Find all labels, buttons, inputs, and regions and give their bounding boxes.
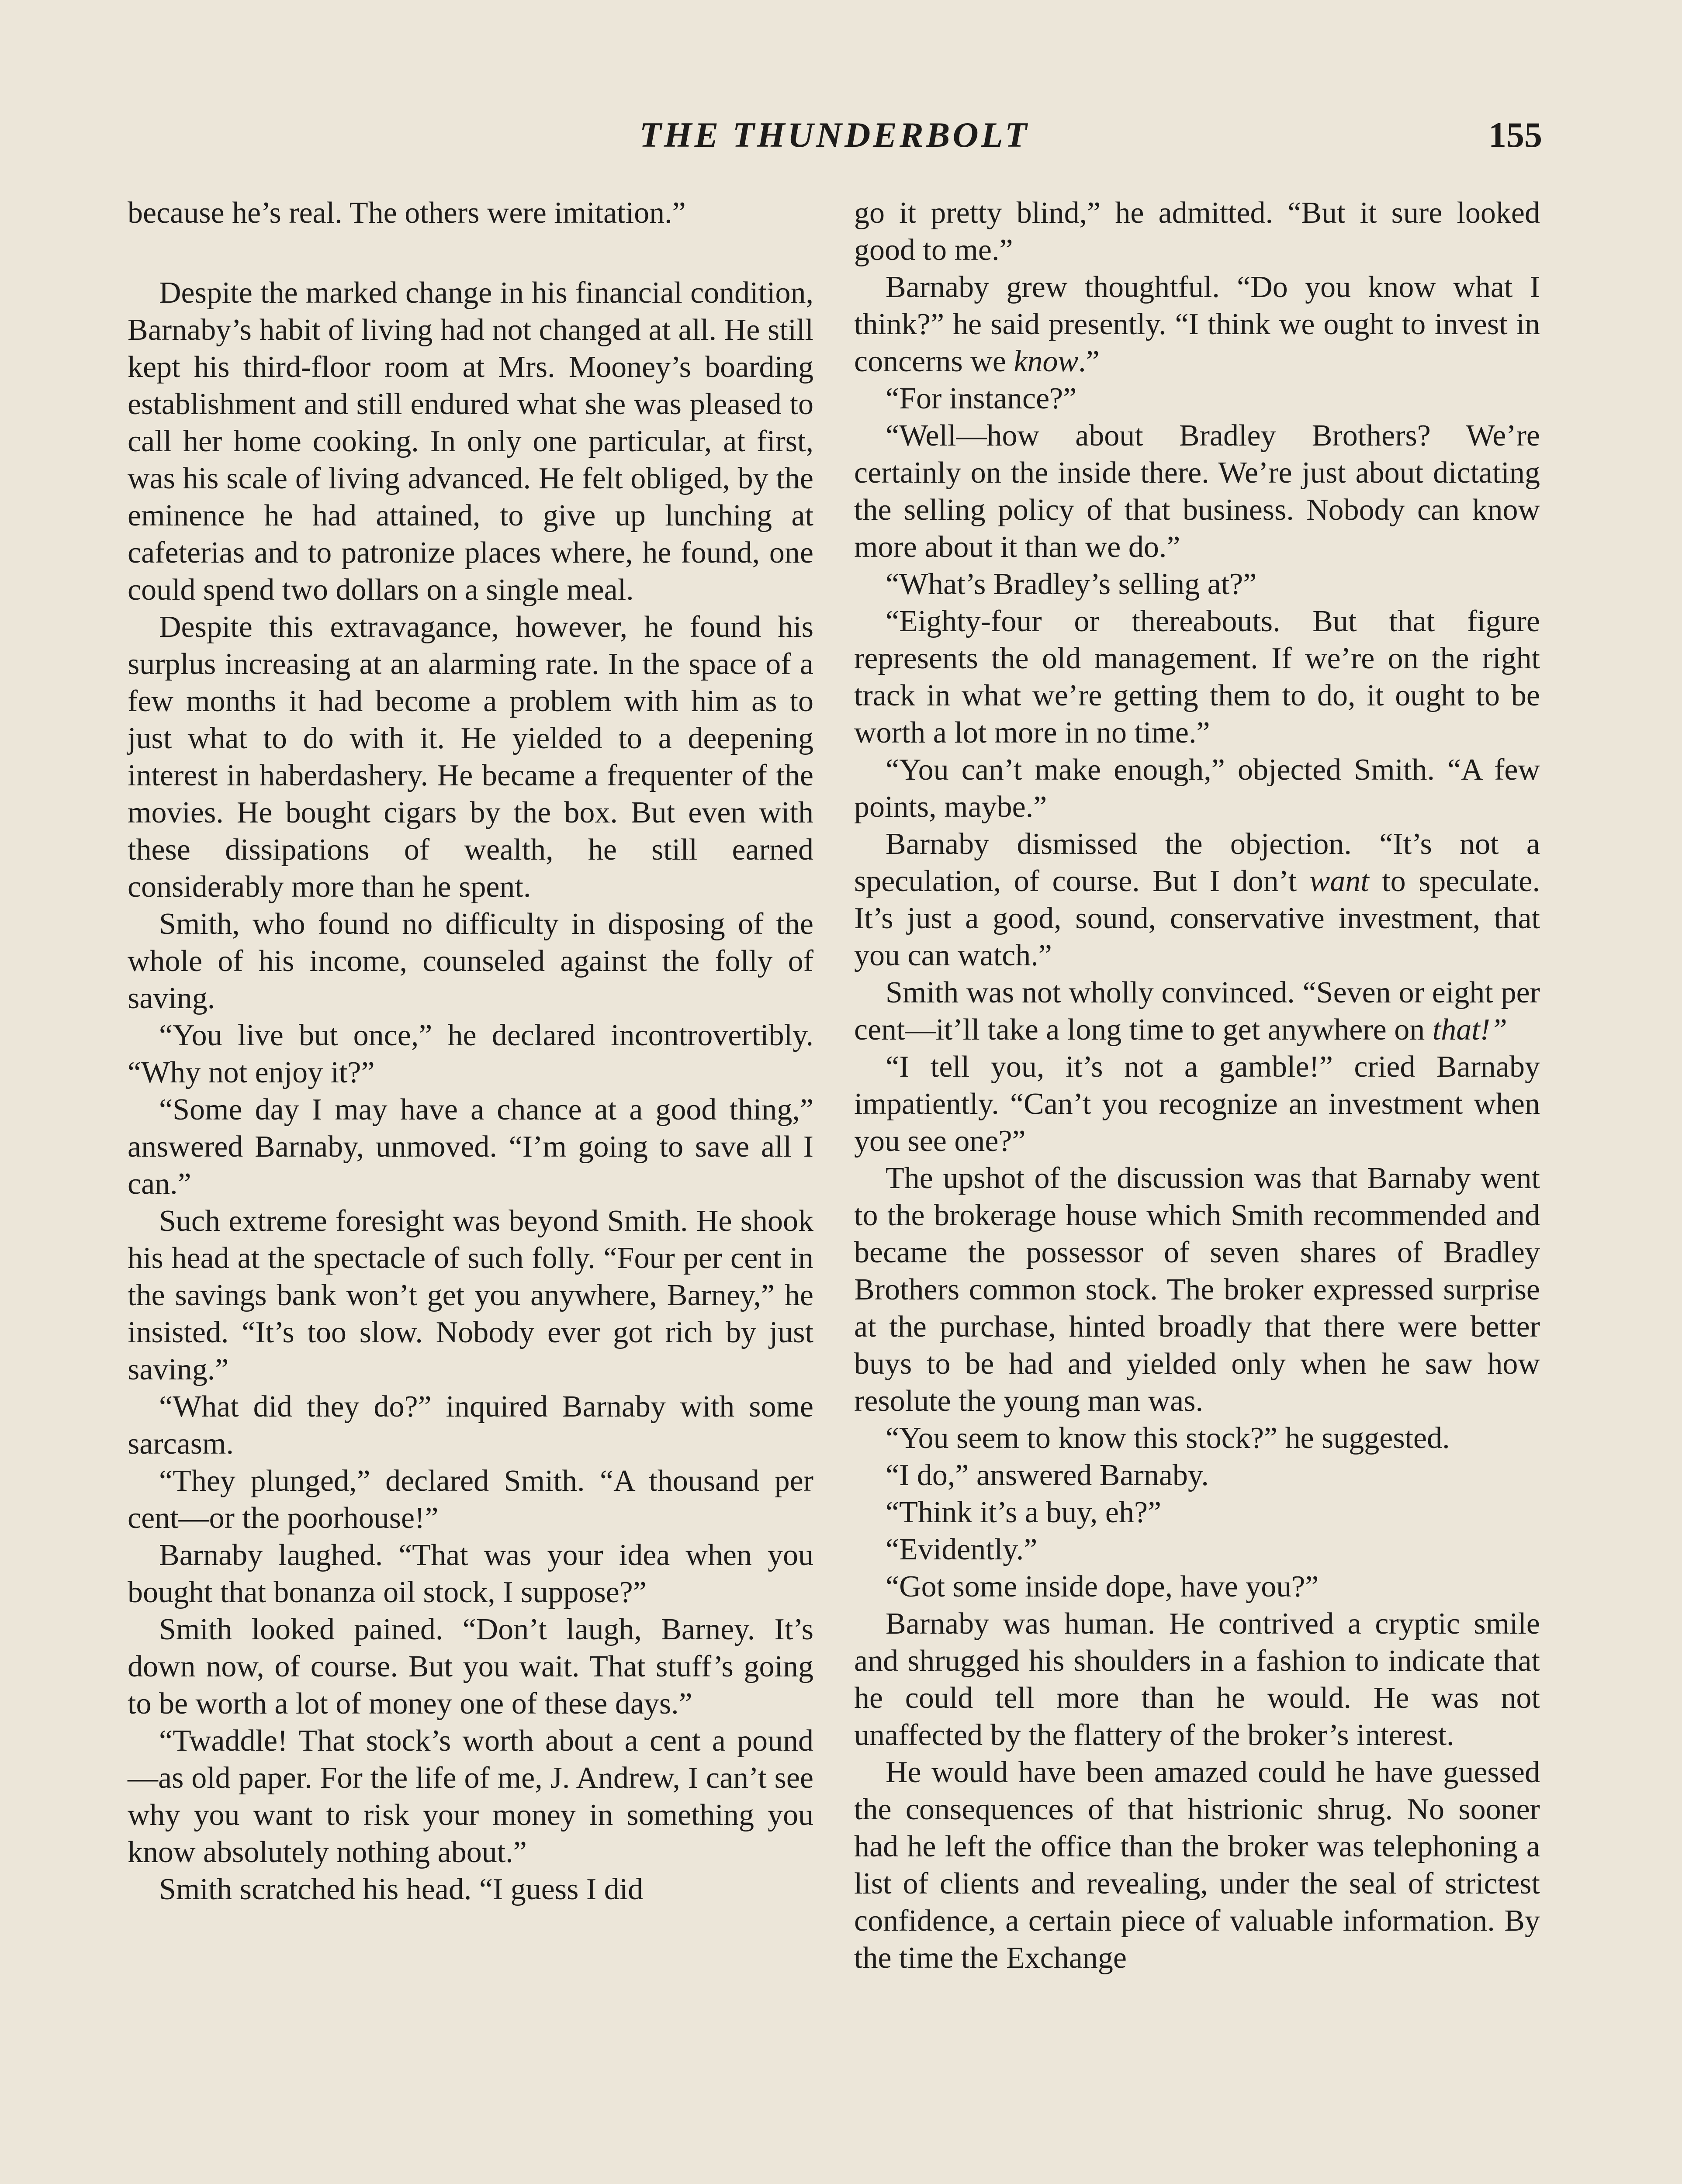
paragraph: He would have been amazed could he have guessed the consequences of that histrionic shrug. No sooner had he left the office than the broker was telephoning a list of clients and revealing, under the seal of strictest confidence, a certain piece of valuable information. By the time the Exchange: [854, 1755, 1540, 1975]
paragraph: “You seem to know this stock?” he suggested.: [886, 1421, 1450, 1455]
paragraph: “Evidently.”: [886, 1533, 1038, 1566]
emphasis: that!”: [1432, 1013, 1507, 1047]
paragraph: Smith, who found no difficulty in disposing of the whole of his income, counseled against the folly of saving.: [128, 907, 813, 1015]
text-run: Barnaby dismissed the objection. “It’s not a speculation, of course. But I don’t: [854, 827, 1540, 898]
paragraph: “They plunged,” declared Smith. “A thousand per cent—or the poorhouse!”: [128, 1464, 813, 1535]
page-number: 155: [1488, 115, 1542, 155]
paragraph: [854, 974, 1540, 1048]
paragraph: [854, 269, 1540, 380]
paragraph: “Got some inside dope, have you?”: [886, 1570, 1319, 1603]
text-run: Smith was not wholly convinced. “Seven or eight per cent—it’ll take a long time to get anywhere on: [854, 976, 1540, 1047]
paragraph: “I do,” answered Barnaby.: [886, 1458, 1209, 1492]
paragraph: Despite the marked change in his financial condition, Barnaby’s habit of living had not changed at all. He still kept his third-floor room at Mrs. Mooney’s boarding establishment and still endured what she was pleased to call her home cooking. In only one particular, at first, was his scale of living advanced. He felt obliged, by the eminence he had attained, to give up lunching at cafeterias and to patronize places where, he found, one could spend two dollars on a single meal.: [128, 276, 813, 607]
paragraph: go it pretty blind,” he admitted. “But it sure looked good to me.”: [854, 196, 1540, 267]
running-header: [127, 114, 1542, 162]
paragraph: “Think it’s a buy, eh?”: [886, 1496, 1162, 1529]
paragraph: Barnaby was human. He contrived a cryptic smile and shrugged his shoulders in a fashion to indicate that he could tell more than he would. He was not unaffected by the flattery of the broker’s interest.: [854, 1607, 1540, 1752]
paragraph: “For instance?”: [886, 382, 1077, 415]
paragraph: Despite this extravagance, however, he found his surplus increasing at an alarming rate. In the space of a few months it had become a problem with him as to just what to do with it. He yielded to a deepening interest in haberdashery. He became a frequenter of the movies. He bought cigars by the box. But even with these dissipations of wealth, he still earned considerably more than he spent.: [128, 610, 813, 904]
paragraph: “Well—how about Bradley Brothers? We’re certainly on the inside there. We’re just about dictating the selling policy of that business. Nobody can know more about it than we do.”: [854, 419, 1540, 564]
paragraph: The upshot of the discussion was that Barnaby went to the brokerage house which Smith recommended and became the possessor of seven shares of Bradley Brothers common stock. The broker expressed surprise at the purchase, hinted broadly that there were better buys to be had and yielded only when he saw how resolute the young man was.: [854, 1161, 1540, 1418]
text-run: .”: [1078, 345, 1100, 378]
text-run: Barnaby grew thoughtful. “Do you know what I think?” he said presently. “I think we ought to invest in concerns we: [854, 270, 1540, 378]
paragraph: Smith scratched his head. “I guess I did: [159, 1873, 644, 1906]
emphasis: know: [1014, 345, 1079, 378]
paragraph: Barnaby laughed. “That was your idea when you bought that bonanza oil stock, I suppose?”: [128, 1538, 813, 1609]
paragraph: Smith looked pained. “Don’t laugh, Barney. It’s down now, of course. But you wait. That stuff’s going to be worth a lot of money one of these days.”: [128, 1613, 813, 1721]
paragraph: “What did they do?” inquired Barnaby with some sarcasm.: [128, 1390, 813, 1461]
paragraph: because he’s real. The others were imitation.”: [128, 196, 686, 230]
paragraph: “I tell you, it’s not a gamble!” cried Barnaby impatiently. “Can’t you recognize an investment when you see one?”: [854, 1050, 1540, 1158]
paragraph: “You can’t make enough,” objected Smith. “A few points, maybe.”: [854, 753, 1540, 824]
emphasis: want: [1309, 864, 1369, 898]
paragraph: “Twaddle! That stock’s worth about a cent a pound—as old paper. For the life of me, J. Andrew, I can’t see why you want to risk your money in something you know absolutely nothing about.”: [128, 1724, 813, 1869]
paragraph: “You live but once,” he declared incontrovertibly. “Why not enjoy it?”: [128, 1019, 813, 1089]
paragraph: “Some day I may have a chance at a good thing,” answered Barnaby, unmoved. “I’m going to save all I can.”: [128, 1093, 813, 1201]
left-column: [128, 194, 813, 1908]
running-title: THE THUNDERBOLT: [639, 115, 1030, 155]
paragraph: “Eighty-four or thereabouts. But that figure represents the old management. If we’re on the right track in what we’re getting them to do, it ought to be worth a lot more in no time.”: [854, 605, 1540, 750]
paragraph: “What’s Bradley’s selling at?”: [886, 567, 1257, 601]
right-column: [854, 194, 1540, 1977]
text-run: to speculate. It’s just a good, sound, conservative investment, that you can watch.”: [854, 864, 1540, 972]
paragraph: Such extreme foresight was beyond Smith. He shook his head at the spectacle of such folly. “Four per cent in the savings bank won’t get you anywhere, Barney,” he insisted. “It’s too slow. Nobody ever got rich by just saving.”: [128, 1204, 813, 1386]
paragraph: [854, 826, 1540, 974]
